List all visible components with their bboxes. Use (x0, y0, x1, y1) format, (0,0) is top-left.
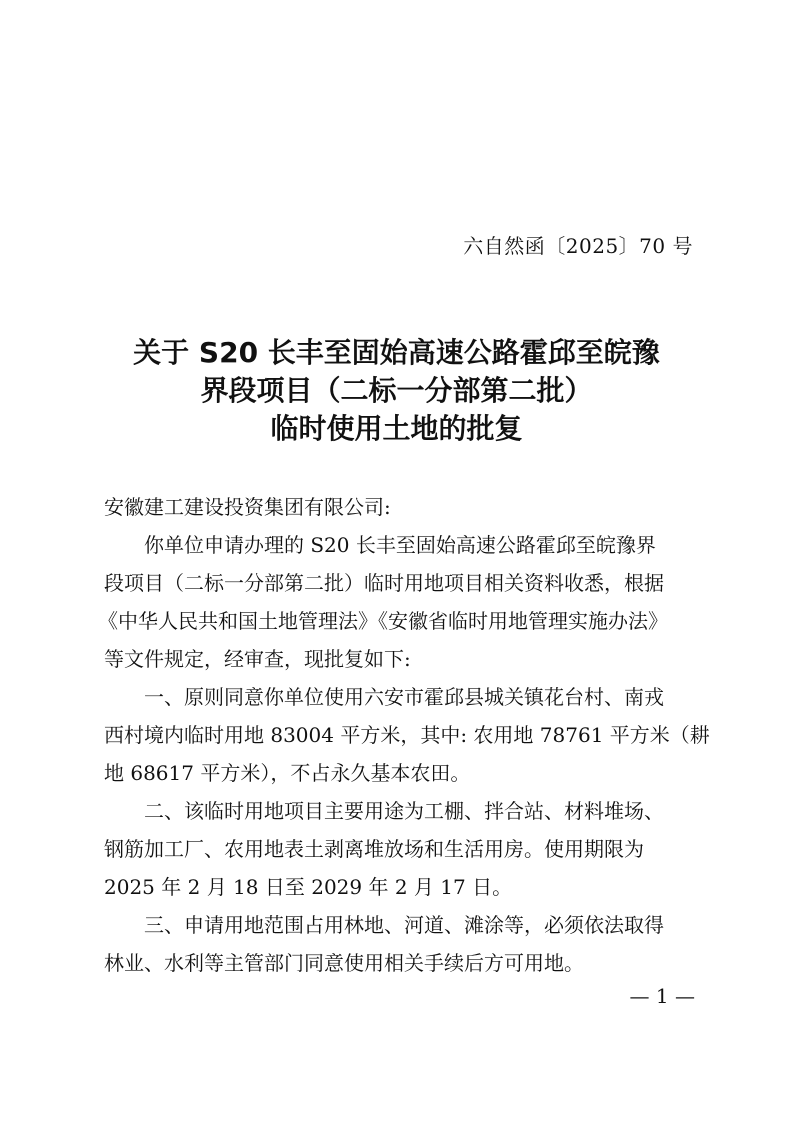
paragraph-line: 你单位申请办理的 S20 长丰至固始高速公路霍邱至皖豫界 (144, 533, 656, 557)
paragraph-line: 三、申请用地范围占用林地、河道、滩涂等，必须依法取得 (144, 913, 664, 937)
paragraph-line: 段项目（二标一分部第二批）临时用地项目相关资料收悉，根据 (104, 571, 664, 595)
paragraph-line: 二、该临时用地项目主要用途为工棚、拌合站、材料堆场、 (144, 799, 664, 823)
paragraph-line: 林业、水利等主管部门同意使用相关手续后方可用地。 (104, 951, 584, 975)
paragraph-line: 地 68617 平方米），不占永久基本农田。 (104, 761, 471, 785)
paragraph-intro (98, 526, 692, 678)
paragraph-line: 《中华人民共和国土地管理法》《安徽省临时用地管理实施办法》 (98, 609, 668, 633)
addressee: 安徽建工建设投资集团有限公司: (104, 495, 391, 519)
title-line: 关于 S20 长丰至固始高速公路霍邱至皖豫 (133, 336, 660, 369)
paragraph-item-3 (104, 906, 692, 982)
page-number: — 1 — (629, 984, 695, 1008)
paragraph-item-1 (104, 678, 710, 792)
paragraph-line: 西村境内临时用地 83004 平方米，其中: 农用地 78761 平方米（耕 (104, 723, 710, 747)
paragraph-line: 2025 年 2 月 18 日至 2029 年 2 月 17 日。 (104, 875, 513, 899)
paragraph-line: 钢筋加工厂、农用地表土剥离堆放场和生活用房。使用期限为 (104, 837, 644, 861)
document-body (98, 488, 710, 982)
paragraph-item-2 (104, 792, 692, 906)
document-title (0, 334, 793, 448)
paragraph-line: 等文件规定，经审查，现批复如下: (104, 647, 411, 671)
paragraph-line: 一、原则同意你单位使用六安市霍邱县城关镇花台村、南戎 (144, 685, 664, 709)
document-number: 六自然函〔2025〕70 号 (463, 234, 693, 258)
title-line: 临时使用土地的批复 (270, 412, 523, 445)
title-line: 界段项目（二标一分部第二批） (200, 374, 593, 407)
